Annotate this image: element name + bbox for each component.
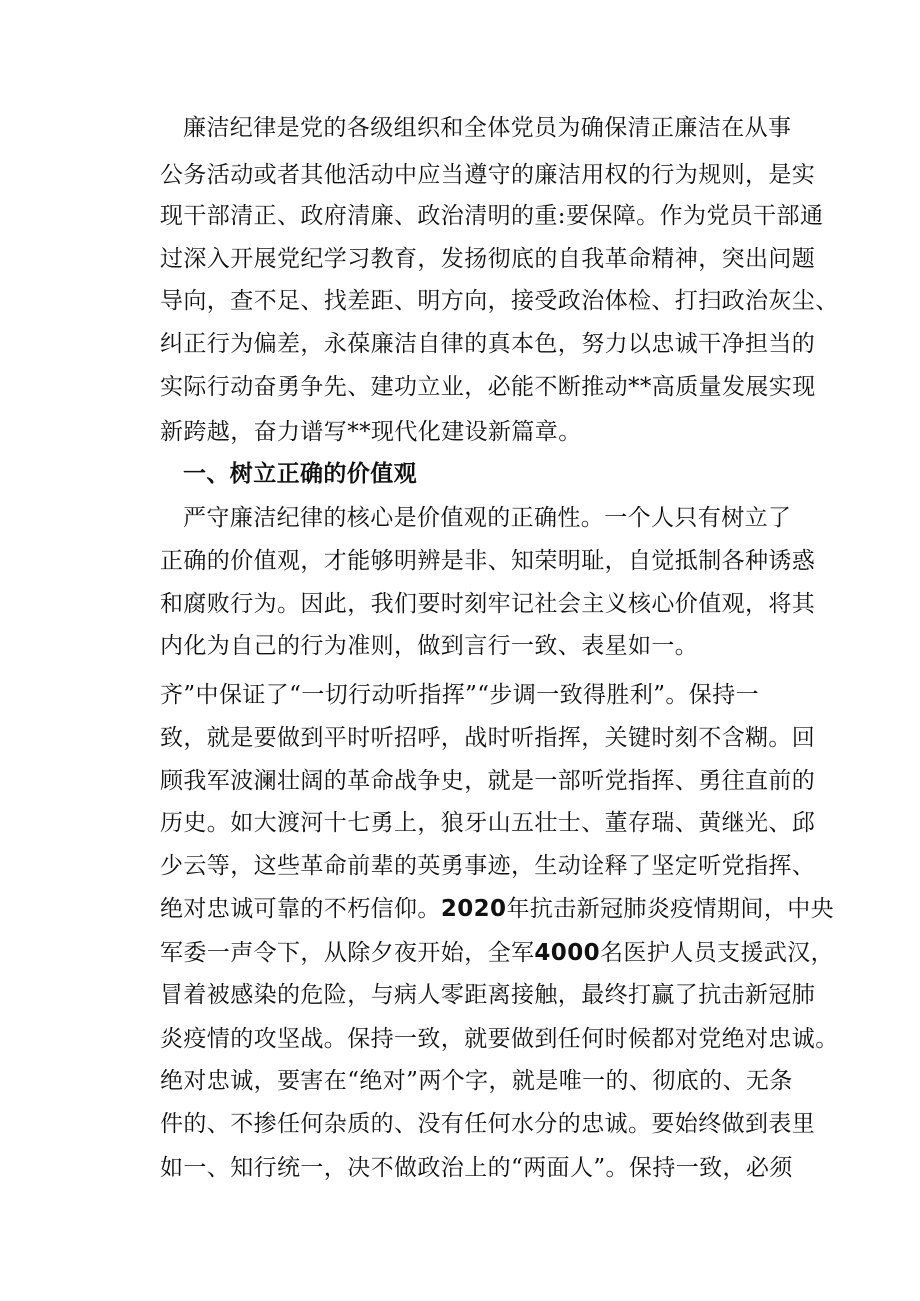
year-number: 2020 — [440, 896, 507, 922]
line-6-text-after: 年抗击新冠肺炎疫情期间，中央 — [506, 896, 835, 922]
paragraph-1-line-2: 公务活动或者其他活动中应当遵守的廉洁用权的行为规则，是实 — [160, 162, 816, 188]
paragraph-3-line-10: 绝对忠诚，要害在“绝对”两个字，就是唯一的、彻底的、无条 — [160, 1068, 793, 1094]
paragraph-3-line-7 — [160, 938, 835, 968]
paragraph-3-line-9: 炎疫情的攻坚战。保持一致，就要做到任何时候都对党绝对忠诚。 — [160, 1026, 839, 1052]
paragraph-1-line-3: 现干部清正、政府清廉、政治清明的重:要保障。作为党员干部通 — [160, 203, 824, 229]
paragraph-1-line-5: 导向，查不足、找差距、明方向，接受政治体检、打扫政治灰尘、 — [160, 288, 839, 314]
paragraph-2-line-3: 和腐败行为。因此，我们要时刻牢记社会主义核心价值观，将其 — [160, 591, 816, 617]
paragraph-3-line-8: 冒着被感染的危险，与病人零距离接触，最终打赢了抗击新冠肺 — [160, 982, 816, 1008]
paragraph-3-line-11: 件的、不掺任何杂质的、没有任何水分的忠诚。要始终做到表里 — [160, 1111, 816, 1137]
line-7-text-after: 名医护人员支援武汉， — [600, 940, 835, 966]
paragraph-2-line-1: 严守廉洁纪律的核心是价值观的正确性。一个人只有树立了 — [183, 505, 792, 531]
paragraph-3-line-4: 历史。如大渡河十七勇上，狼牙山五壮士、董存瑞、黄继光、邱 — [160, 810, 816, 836]
paragraph-2-line-4: 内化为自己的行为准则，做到言行一致、表星如一。 — [160, 633, 699, 659]
paragraph-1-line-7: 实际行动奋勇争先、建功立业，必能不断推动**高质量发展实现 — [160, 374, 816, 400]
paragraph-3-line-3: 顾我军波澜壮阔的革命战争史，就是一部听党指挥、勇往直前的 — [160, 768, 816, 794]
paragraph-3-line-5: 少云等，这些革命前辈的英勇事迹，生动诠释了坚定听党指挥、 — [160, 853, 816, 879]
line-7-text-before: 军委一声令下，从除夕夜开始，全军 — [160, 940, 535, 966]
paragraph-1-line-1: 廉洁纪律是党的各级组织和全体党员为确保清正廉洁在从事 — [183, 115, 792, 141]
paragraph-3-line-12: 如一、知行统一，决不做政治上的“两面人”。保持一致，必须 — [160, 1155, 793, 1181]
paragraph-1-line-6: 纠正行为偏差，永葆廉洁自律的真本色，努力以忠诚干净担当的 — [160, 331, 816, 357]
staff-count-number: 4000 — [534, 940, 601, 966]
paragraph-1-line-8: 新跨越，奋力谱写**现代化建设新篇章。 — [160, 419, 582, 445]
line-6-text-before: 绝对忠诚可靠的不朽信仰。 — [160, 896, 441, 922]
paragraph-3-line-1: 齐”中保证了“一切行动听指挥”“步调一致得胜利”。保持一 — [160, 682, 759, 708]
paragraph-2-line-2: 正确的价值观，才能够明辨是非、知荣明耻，自觉抵制各种诱惑 — [160, 548, 816, 574]
paragraph-1-line-4: 过深入开展党纪学习教育，发扬彻底的自我革命精神，突出问题 — [160, 246, 816, 272]
paragraph-3-line-6 — [160, 894, 835, 924]
section-heading: 一、树立正确的价值观 — [183, 461, 417, 487]
paragraph-3-line-2: 致，就是要做到平时听招呼，战时听指挥，关键时刻不含糊。回 — [160, 725, 816, 751]
